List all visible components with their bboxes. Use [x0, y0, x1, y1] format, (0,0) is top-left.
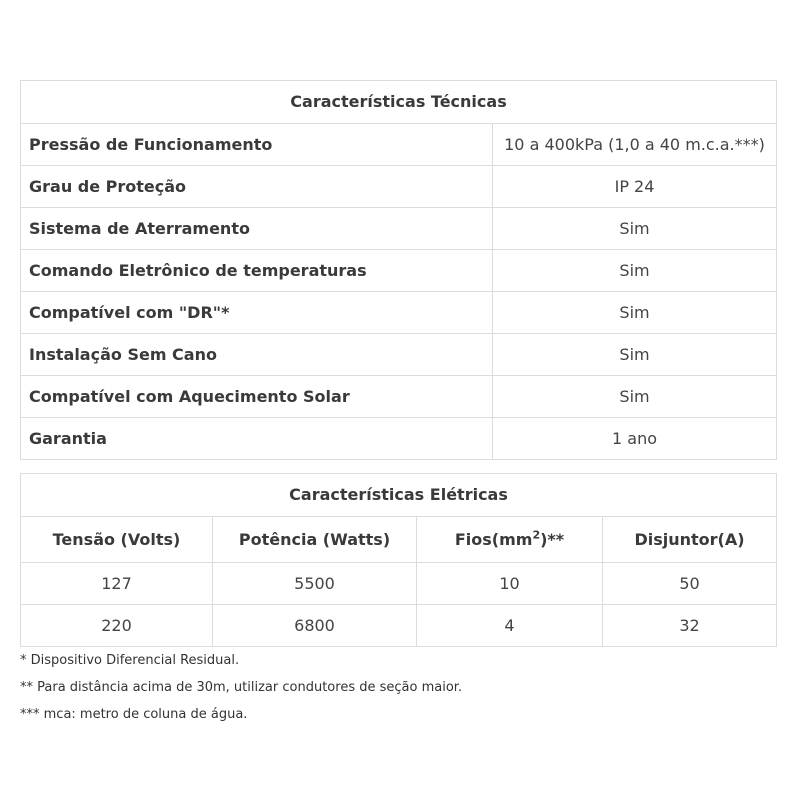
spec-label: Pressão de Funcionamento: [21, 124, 493, 166]
spec-value: 10 a 400kPa (1,0 a 40 m.c.a.***): [493, 124, 777, 166]
header-breaker: Disjuntor(A): [603, 517, 777, 563]
spec-value: Sim: [493, 334, 777, 376]
table-row: [21, 376, 777, 418]
spec-value: Sim: [493, 250, 777, 292]
table-row: [21, 250, 777, 292]
table-row: [21, 166, 777, 208]
wires-cell: 4: [417, 605, 603, 647]
spec-label: Garantia: [21, 418, 493, 460]
spec-label: Instalação Sem Cano: [21, 334, 493, 376]
spec-label: Grau de Proteção: [21, 166, 493, 208]
electrical-title-row: [21, 474, 777, 517]
table-row: [21, 563, 777, 605]
spec-value: Sim: [493, 292, 777, 334]
table-row: [21, 208, 777, 250]
spec-label: Compatível com "DR"*: [21, 292, 493, 334]
header-wires-suffix: )**: [540, 529, 565, 549]
table-row: [21, 292, 777, 334]
spec-label: Compatível com Aquecimento Solar: [21, 376, 493, 418]
electrical-title: Características Elétricas: [21, 474, 777, 517]
table-row: [21, 605, 777, 647]
spec-value: Sim: [493, 376, 777, 418]
voltage-cell: 220: [21, 605, 213, 647]
footnote: ** Para distância acima de 30m, utilizar condutores de seção maior.: [20, 680, 463, 695]
header-wires-superscript: 2: [532, 528, 541, 542]
header-wires-prefix: Fios(mm: [454, 529, 533, 549]
breaker-cell: 50: [603, 563, 777, 605]
spec-label: Comando Eletrônico de temperaturas: [21, 250, 493, 292]
voltage-cell: 127: [21, 563, 213, 605]
electrical-header-row: [21, 517, 777, 563]
header-voltage: Tensão (Volts): [21, 517, 213, 563]
table-row: [21, 124, 777, 166]
table-row: [21, 334, 777, 376]
footnotes: [20, 652, 462, 733]
spec-value: 1 ano: [493, 418, 777, 460]
technical-specs-table: [20, 80, 777, 460]
breaker-cell: 32: [603, 605, 777, 647]
header-power: Potência (Watts): [213, 517, 417, 563]
spec-value: Sim: [493, 208, 777, 250]
technical-title: Características Técnicas: [21, 81, 777, 124]
spec-value: IP 24: [493, 166, 777, 208]
electrical-specs-table: [20, 473, 777, 647]
power-cell: 6800: [213, 605, 417, 647]
spec-label: Sistema de Aterramento: [21, 208, 493, 250]
power-cell: 5500: [213, 563, 417, 605]
table-row: [21, 418, 777, 460]
technical-title-row: [21, 81, 777, 124]
wires-cell: 10: [417, 563, 603, 605]
footnote: * Dispositivo Diferencial Residual.: [20, 653, 240, 668]
footnote: *** mca: metro de coluna de água.: [20, 707, 248, 722]
header-wires: [417, 517, 603, 563]
